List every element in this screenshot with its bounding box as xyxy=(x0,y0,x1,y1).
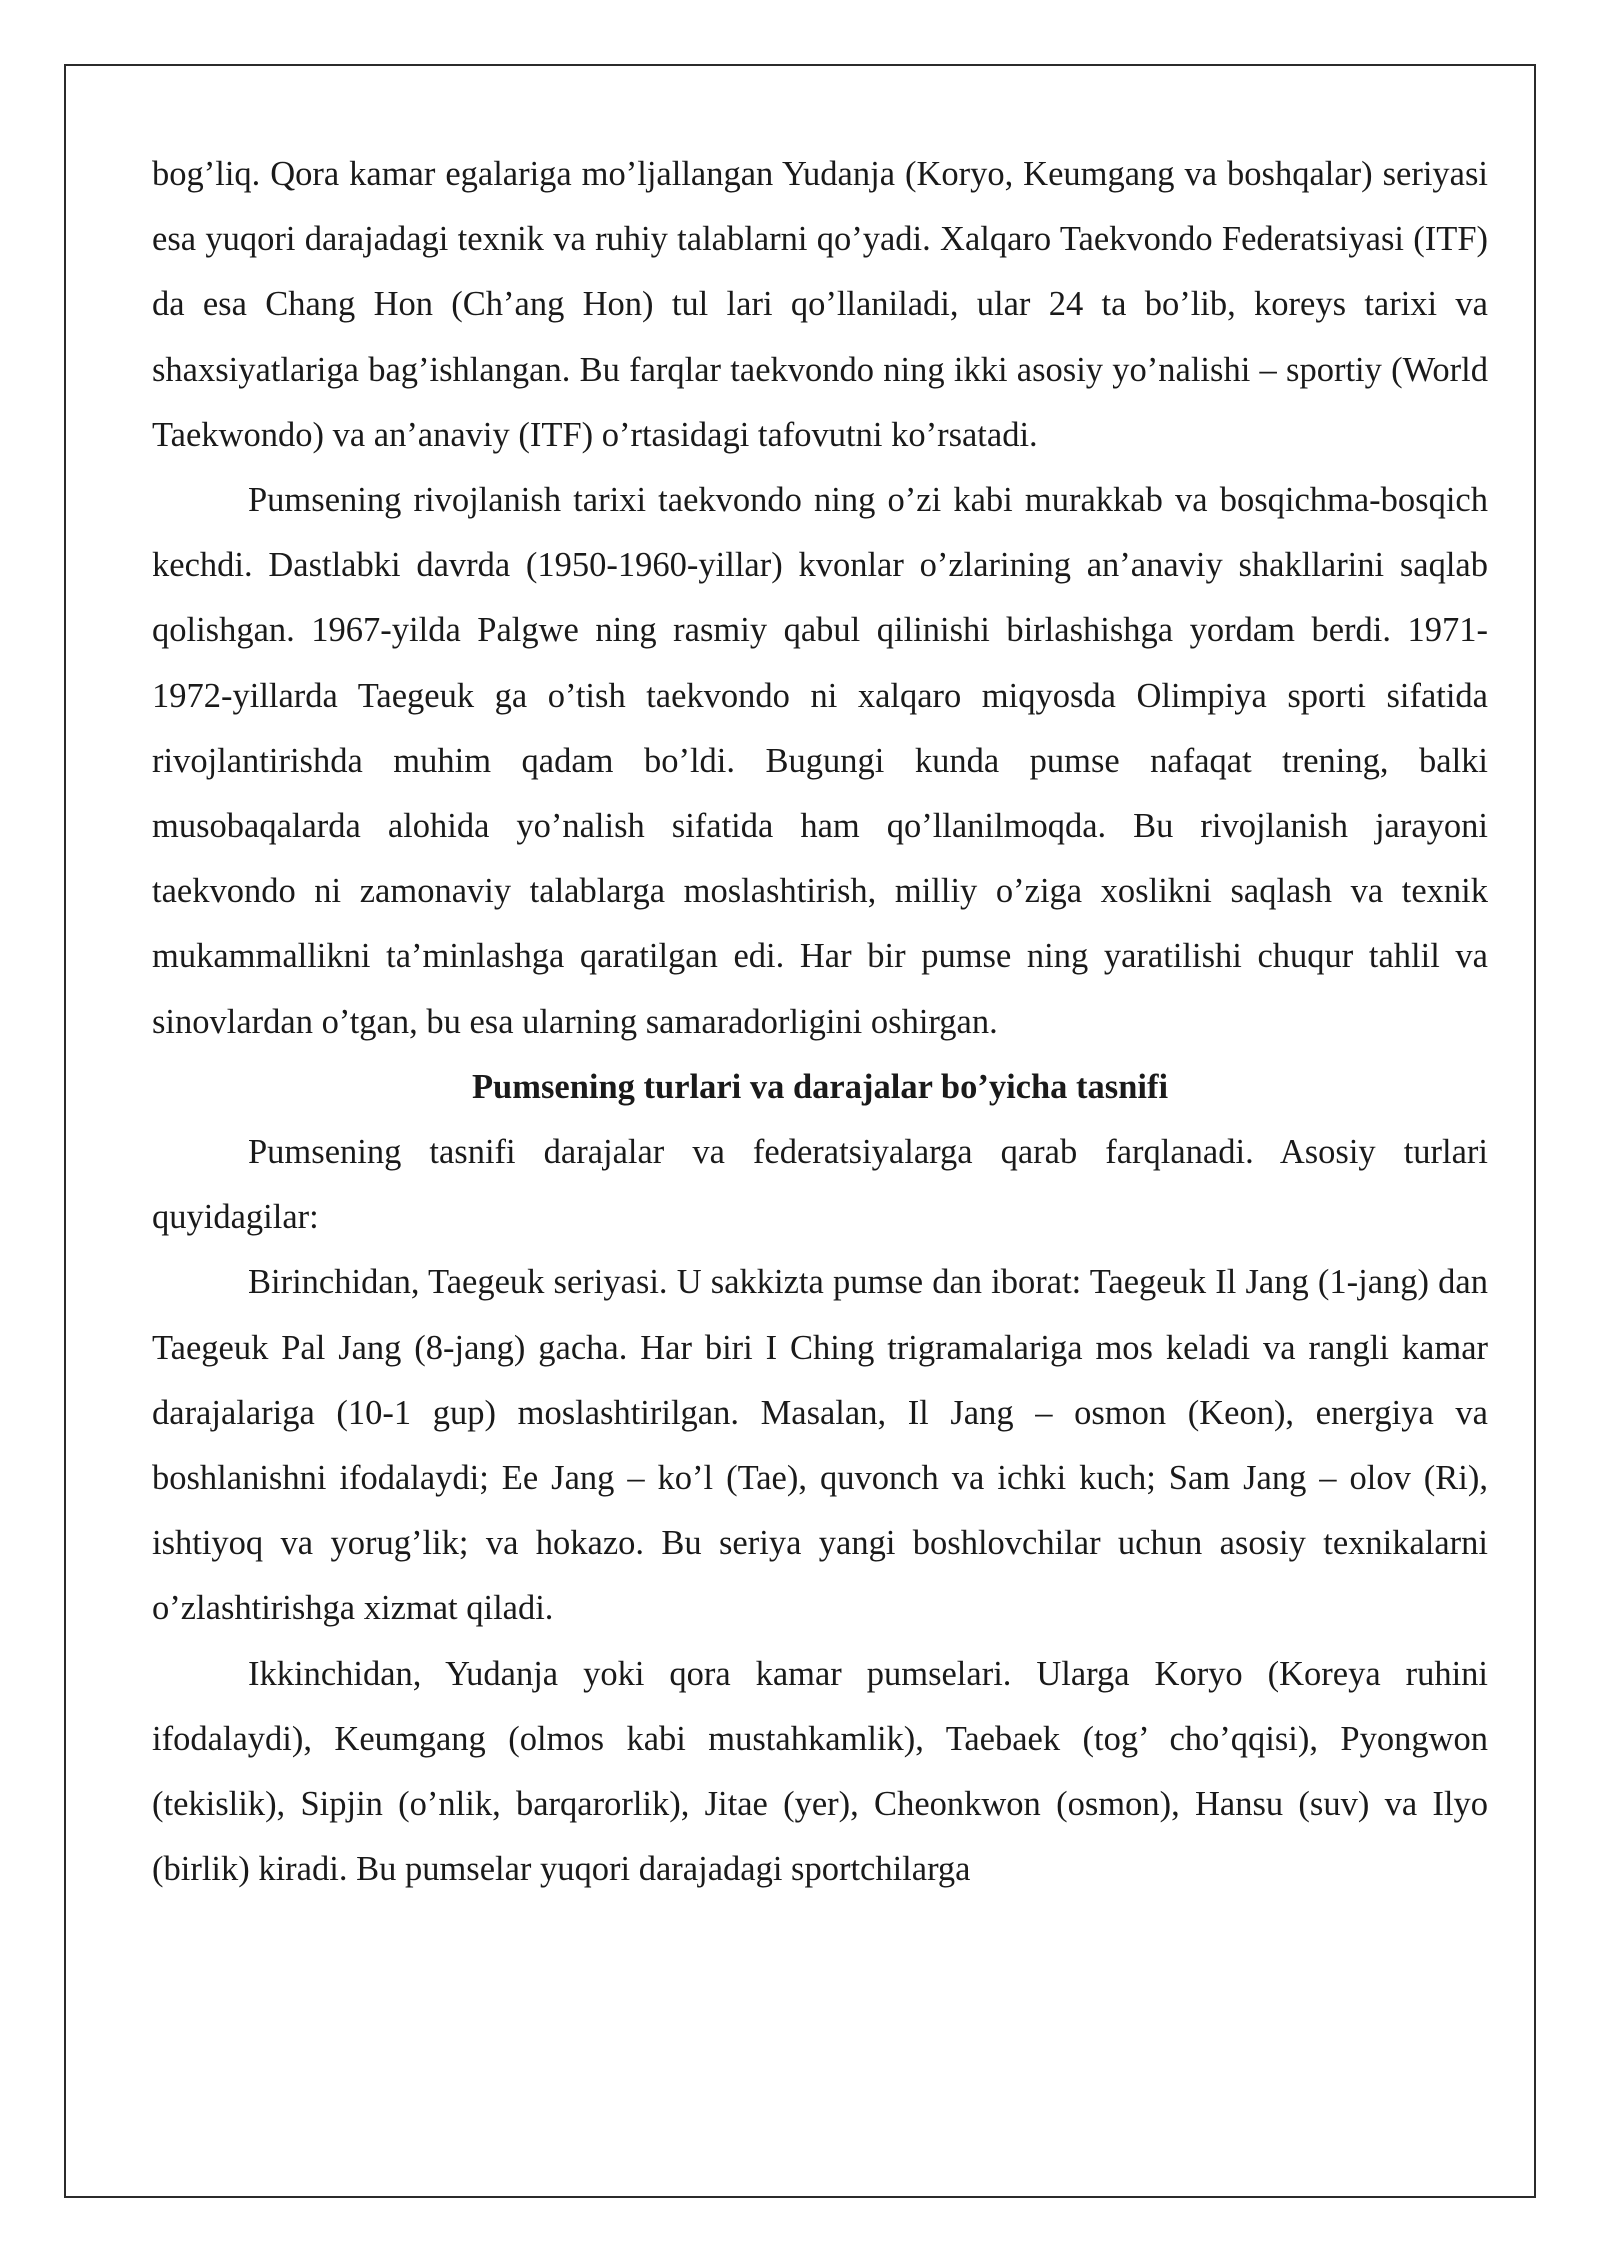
section-heading: Pumsening turlari va darajalar bo’yicha tasnifi xyxy=(471,1067,1169,1106)
document-body xyxy=(152,142,1488,1902)
paragraph-3: Pumsening tasnifi darajalar va federatsiyalarga qarab farqlanadi. Asosiy turlari quyidagilar: xyxy=(152,1133,1488,1237)
paragraph-1: bog’liq. Qora kamar egalariga mo’ljallangan Yudanja (Koryo, Keumgang va boshqalar) seriyasi esa yuqori darajadagi texnik va ruhiy talablarni qo’yadi. Xalqaro Taekvondo Federatsiyasi (ITF) da esa Chang Hon (Ch’ang Hon) tul lari qo’llaniladi, ular 24 ta bo’lib, koreys tarixi va shaxsiyatlariga bag’ishlangan. Bu farqlar taekvondo ning ikki asosiy yo’nalishi – sportiy (World Taekwondo) va an’anaviy (ITF) o’rtasidagi tafovutni ko’rsatadi. xyxy=(152,155,1488,454)
paragraph-5: Ikkinchidan, Yudanja yoki qora kamar pumselari. Ularga Koryo (Koreya ruhini ifodalaydi), Keumgang (olmos kabi mustahkamlik), Taebaek (tog’ cho’qqisi), Pyongwon (tekislik), Sipjin (o’nlik, barqarorlik), Jitae (yer), Cheonkwon (osmon), Hansu (suv) va Ilyo (birlik) kiradi. Bu pumselar yuqori darajadagi sportchilarga xyxy=(152,1654,1488,1889)
paragraph-2: Pumsening rivojlanish tarixi taekvondo ning o’zi kabi murakkab va bosqichma-bosqich kechdi. Dastlabki davrda (1950-1960-yillar) kvonlar o’zlarining an’anaviy shakllarini saqlab qolishgan. 1967-yilda Palgwe ning rasmiy qabul qilinishi birlashishga yordam berdi. 1971-1972-yillarda Taegeuk ga o’tish taekvondo ni xalqaro miqyosda Olimpiya sporti sifatida rivojlantirishda muhim qadam bo’ldi. Bugungi kunda pumse nafaqat trening, balki musobaqalarda alohida yo’nalish sifatida ham qo’llanilmoqda. Bu rivojlanish jarayoni taekvondo ni zamonaviy talablarga moslashtirish, milliy o’ziga xoslikni saqlash va texnik mukammallikni ta’minlashga qaratilgan edi. Har bir pumse ning yaratilishi chuqur tahlil va sinovlardan o’tgan, bu esa ularning samaradorligini oshirgan. xyxy=(152,481,1488,1041)
paragraph-4: Birinchidan, Taegeuk seriyasi. U sakkizta pumse dan iborat: Taegeuk Il Jang (1-jang) dan Taegeuk Pal Jang (8-jang) gacha. Har biri I Ching trigramalariga mos keladi va rangli kamar darajalariga (10-1 gup) moslashtirilgan. Masalan, Il Jang – osmon (Keon), energiya va boshlanishni ifodalaydi; Ee Jang – ko’l (Tae), quvonch va ichki kuch; Sam Jang – olov (Ri), ishtiyoq va yorug’lik; va hokazo. Bu seriya yangi boshlovchilar uchun asosiy texnikalarni o’zlashtirishga xizmat qiladi. xyxy=(152,1263,1488,1628)
